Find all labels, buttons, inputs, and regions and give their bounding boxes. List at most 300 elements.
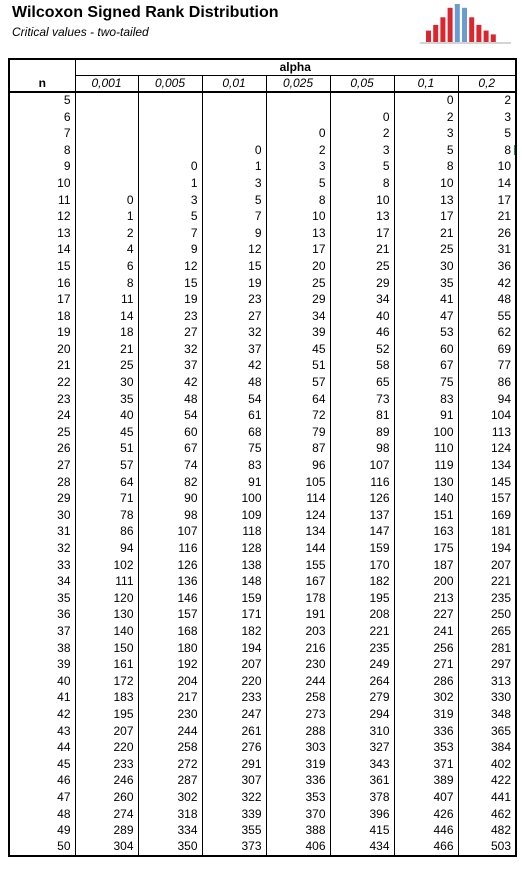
critical-value-cell	[330, 92, 394, 109]
critical-value-cell: 220	[75, 739, 138, 756]
critical-value-cell: 322	[202, 789, 266, 806]
critical-value-cell: 194	[202, 640, 266, 657]
table-row	[9, 374, 516, 391]
critical-value-cell: 482	[458, 822, 516, 839]
n-value-cell: 9	[9, 159, 75, 176]
critical-value-cell: 350	[138, 839, 202, 856]
n-value-cell: 31	[9, 524, 75, 541]
critical-value-cell: 169	[458, 507, 516, 524]
n-value-cell: 11	[9, 192, 75, 209]
critical-value-cell: 27	[202, 308, 266, 325]
alpha-column-header: 0,2	[458, 76, 516, 93]
critical-value-cell: 102	[75, 557, 138, 574]
critical-value-cell: 26	[458, 225, 516, 242]
critical-value-cell: 78	[75, 507, 138, 524]
critical-value-cell	[138, 109, 202, 126]
n-value-cell: 26	[9, 441, 75, 458]
critical-value-cell: 373	[202, 839, 266, 856]
critical-value-cell: 287	[138, 773, 202, 790]
critical-value-cell: 246	[75, 773, 138, 790]
critical-value-cell: 415	[330, 822, 394, 839]
critical-value-cell: 297	[458, 656, 516, 673]
critical-value-cell: 288	[266, 723, 330, 740]
critical-value-cell: 235	[330, 640, 394, 657]
table-row	[9, 640, 516, 657]
n-value-cell: 34	[9, 573, 75, 590]
critical-value-cell: 86	[458, 374, 516, 391]
critical-value-cell: 62	[458, 325, 516, 342]
critical-value-cell: 313	[458, 673, 516, 690]
critical-value-cell: 13	[394, 192, 458, 209]
critical-value-cell: 426	[394, 806, 458, 823]
critical-value-cell: 260	[75, 789, 138, 806]
table-row	[9, 391, 516, 408]
critical-value-cell: 220	[202, 673, 266, 690]
alpha-column-header: 0,001	[75, 76, 138, 93]
critical-value-cell: 35	[394, 275, 458, 292]
critical-value-cell: 5	[394, 142, 458, 159]
critical-value-cell: 4	[75, 242, 138, 259]
critical-value-cell: 25	[75, 358, 138, 375]
critical-value-cell: 23	[138, 308, 202, 325]
critical-value-cell: 462	[458, 806, 516, 823]
critical-value-cell: 14	[75, 308, 138, 325]
critical-value-cell: 137	[330, 507, 394, 524]
critical-value-cell: 25	[330, 258, 394, 275]
critical-value-cell: 244	[138, 723, 202, 740]
critical-value-cell: 61	[202, 407, 266, 424]
n-value-cell: 6	[9, 109, 75, 126]
critical-value-cell: 30	[75, 374, 138, 391]
table-row	[9, 590, 516, 607]
critical-value-cell: 57	[266, 374, 330, 391]
critical-value-cell: 31	[458, 242, 516, 259]
critical-value-cell: 52	[330, 341, 394, 358]
table-row	[9, 573, 516, 590]
critical-value-cell: 107	[138, 524, 202, 541]
logo-bar	[476, 25, 481, 42]
critical-value-cell: 389	[394, 773, 458, 790]
critical-value-cell: 327	[330, 739, 394, 756]
critical-value-cell: 32	[138, 341, 202, 358]
n-value-cell: 50	[9, 839, 75, 856]
critical-value-cell: 65	[330, 374, 394, 391]
logo-bar	[448, 8, 453, 42]
critical-value-cell: 83	[202, 457, 266, 474]
critical-value-cell: 195	[75, 706, 138, 723]
critical-value-cell: 227	[394, 607, 458, 624]
critical-value-cell: 140	[394, 490, 458, 507]
critical-value-cell	[138, 142, 202, 159]
critical-value-cell: 134	[266, 524, 330, 541]
critical-value-cell: 45	[75, 424, 138, 441]
critical-value-cell: 343	[330, 756, 394, 773]
page-title: Wilcoxon Signed Rank Distribution	[12, 4, 279, 21]
critical-value-cell: 25	[394, 242, 458, 259]
critical-value-cell: 272	[138, 756, 202, 773]
critical-value-cell: 256	[394, 640, 458, 657]
critical-value-cell: 221	[458, 573, 516, 590]
critical-value-cell: 230	[266, 656, 330, 673]
n-value-cell: 43	[9, 723, 75, 740]
critical-value-cell: 128	[202, 540, 266, 557]
alpha-group-header-row	[9, 59, 516, 76]
critical-value-cell: 407	[394, 789, 458, 806]
logo-bar	[491, 34, 496, 42]
critical-value-cell: 19	[138, 291, 202, 308]
critical-value-cell: 130	[75, 607, 138, 624]
critical-value-cell: 124	[458, 441, 516, 458]
n-value-cell: 47	[9, 789, 75, 806]
critical-value-cell: 182	[330, 573, 394, 590]
table-row	[9, 208, 516, 225]
critical-value-cell: 279	[330, 690, 394, 707]
critical-value-cell: 370	[266, 806, 330, 823]
critical-value-cell: 55	[458, 308, 516, 325]
critical-value-cell: 67	[394, 358, 458, 375]
critical-value-cell: 2	[458, 92, 516, 109]
critical-value-cell: 7	[138, 225, 202, 242]
logo-bar	[469, 17, 474, 42]
critical-value-cell: 371	[394, 756, 458, 773]
critical-value-cell: 51	[266, 358, 330, 375]
critical-value-cell	[75, 142, 138, 159]
critical-value-cell: 136	[138, 573, 202, 590]
critical-value-cell: 40	[75, 407, 138, 424]
critical-value-cell: 96	[266, 457, 330, 474]
critical-value-cell: 37	[138, 358, 202, 375]
n-value-cell: 36	[9, 607, 75, 624]
table-row	[9, 822, 516, 839]
critical-value-cell: 100	[394, 424, 458, 441]
alpha-column-header: 0,1	[394, 76, 458, 93]
critical-value-cell: 5	[330, 159, 394, 176]
critical-value-cell: 2	[330, 125, 394, 142]
table-row	[9, 424, 516, 441]
critical-value-cell: 200	[394, 573, 458, 590]
table-row	[9, 358, 516, 375]
critical-value-cell: 87	[266, 441, 330, 458]
table-row	[9, 407, 516, 424]
header-corner	[9, 59, 75, 76]
critical-value-cell: 60	[138, 424, 202, 441]
n-value-cell: 16	[9, 275, 75, 292]
critical-value-cell: 0	[138, 159, 202, 176]
table-row	[9, 159, 516, 176]
critical-value-cell: 144	[266, 540, 330, 557]
critical-value-cell: 441	[458, 789, 516, 806]
critical-value-cell: 1	[138, 175, 202, 192]
critical-value-cell: 17	[266, 242, 330, 259]
critical-value-cell: 19	[202, 275, 266, 292]
n-value-cell: 44	[9, 739, 75, 756]
critical-value-cell: 235	[458, 590, 516, 607]
n-value-cell: 24	[9, 407, 75, 424]
critical-value-cell: 155	[266, 557, 330, 574]
critical-value-cell: 178	[266, 590, 330, 607]
critical-value-cell: 130	[394, 474, 458, 491]
n-value-cell: 37	[9, 623, 75, 640]
critical-value-cell: 12	[138, 258, 202, 275]
distribution-logo-icon	[418, 2, 513, 46]
critical-value-cell: 100	[202, 490, 266, 507]
critical-value-cell: 42	[202, 358, 266, 375]
critical-value-cell: 208	[330, 607, 394, 624]
critical-value-cell: 82	[138, 474, 202, 491]
critical-value-cell: 46	[330, 325, 394, 342]
critical-value-cell: 183	[75, 690, 138, 707]
critical-value-cell: 147	[330, 524, 394, 541]
table-row	[9, 192, 516, 209]
critical-value-cell	[202, 92, 266, 109]
critical-value-cell	[138, 125, 202, 142]
critical-value-cell: 14	[458, 175, 516, 192]
table-row	[9, 789, 516, 806]
alpha-column-header: 0,05	[330, 76, 394, 93]
critical-value-cell: 355	[202, 822, 266, 839]
critical-value-cell: 13	[330, 208, 394, 225]
critical-value-cell: 74	[138, 457, 202, 474]
critical-value-cell: 11	[75, 291, 138, 308]
critical-value-cell: 53	[394, 325, 458, 342]
critical-value-cell: 6	[75, 258, 138, 275]
table-row	[9, 656, 516, 673]
table-row	[9, 175, 516, 192]
n-value-cell: 48	[9, 806, 75, 823]
critical-value-cell: 120	[75, 590, 138, 607]
critical-value-cell: 57	[75, 457, 138, 474]
table-row	[9, 524, 516, 541]
table-row	[9, 806, 516, 823]
n-value-cell: 30	[9, 507, 75, 524]
critical-value-cell: 384	[458, 739, 516, 756]
critical-value-cell: 32	[202, 325, 266, 342]
critical-value-cell: 3	[266, 159, 330, 176]
critical-value-cell: 111	[75, 573, 138, 590]
critical-value-cell: 388	[266, 822, 330, 839]
critical-value-cell: 8	[458, 142, 516, 159]
critical-value-cell: 27	[138, 325, 202, 342]
critical-value-cell: 21	[330, 242, 394, 259]
critical-value-cell: 289	[75, 822, 138, 839]
table-row	[9, 92, 516, 109]
alpha-column-header: 0,01	[202, 76, 266, 93]
table-row	[9, 225, 516, 242]
table-row	[9, 258, 516, 275]
table-row	[9, 773, 516, 790]
critical-value-cell: 10	[394, 175, 458, 192]
table-row	[9, 125, 516, 142]
n-value-cell: 38	[9, 640, 75, 657]
critical-value-cell: 42	[458, 275, 516, 292]
table-row	[9, 291, 516, 308]
critical-value-cell: 348	[458, 706, 516, 723]
critical-value-cell: 124	[266, 507, 330, 524]
critical-value-cell: 281	[458, 640, 516, 657]
critical-value-cell: 75	[202, 441, 266, 458]
critical-value-cell: 244	[266, 673, 330, 690]
table-row	[9, 706, 516, 723]
critical-value-cell: 159	[202, 590, 266, 607]
critical-value-cell: 194	[458, 540, 516, 557]
critical-value-cell: 276	[202, 739, 266, 756]
critical-value-cell: 41	[394, 291, 458, 308]
table-row	[9, 457, 516, 474]
table-row	[9, 607, 516, 624]
table-row	[9, 474, 516, 491]
critical-value-cell: 221	[330, 623, 394, 640]
table-row	[9, 341, 516, 358]
critical-value-cell: 204	[138, 673, 202, 690]
critical-value-cell: 17	[394, 208, 458, 225]
n-value-cell: 41	[9, 690, 75, 707]
critical-value-cell: 334	[138, 822, 202, 839]
critical-value-cell: 291	[202, 756, 266, 773]
critical-value-cell: 396	[330, 806, 394, 823]
table-row	[9, 441, 516, 458]
critical-value-cell: 5	[458, 125, 516, 142]
critical-value-cell: 29	[330, 275, 394, 292]
critical-value-cell: 105	[266, 474, 330, 491]
critical-value-cell: 192	[138, 656, 202, 673]
critical-value-cell: 310	[330, 723, 394, 740]
critical-value-cell: 110	[394, 441, 458, 458]
critical-value-cell: 140	[75, 623, 138, 640]
critical-value-cell: 241	[394, 623, 458, 640]
critical-value-cell: 434	[330, 839, 394, 856]
n-value-cell: 5	[9, 92, 75, 109]
n-value-cell: 17	[9, 291, 75, 308]
logo-bar	[462, 8, 467, 42]
logo-bar	[440, 17, 445, 42]
critical-value-cell: 304	[75, 839, 138, 856]
critical-value-cell: 8	[330, 175, 394, 192]
critical-value-cell: 330	[458, 690, 516, 707]
critical-value-cell: 35	[75, 391, 138, 408]
critical-value-cell: 150	[75, 640, 138, 657]
table-row	[9, 673, 516, 690]
critical-value-cell: 233	[202, 690, 266, 707]
critical-value-cell: 91	[394, 407, 458, 424]
critical-value-cell: 1	[75, 208, 138, 225]
table-row	[9, 109, 516, 126]
critical-value-cell: 145	[458, 474, 516, 491]
critical-value-cell: 10	[266, 208, 330, 225]
critical-value-cell: 107	[330, 457, 394, 474]
n-value-cell: 46	[9, 773, 75, 790]
critical-value-cell: 3	[458, 109, 516, 126]
table-row	[9, 739, 516, 756]
n-value-cell: 29	[9, 490, 75, 507]
column-header-row	[9, 76, 516, 93]
critical-value-cell: 353	[266, 789, 330, 806]
critical-value-cell: 116	[330, 474, 394, 491]
critical-value-cell: 336	[394, 723, 458, 740]
n-value-cell: 45	[9, 756, 75, 773]
critical-value-cell: 116	[138, 540, 202, 557]
critical-value-cell: 307	[202, 773, 266, 790]
critical-value-cell: 3	[138, 192, 202, 209]
critical-value-cell: 303	[266, 739, 330, 756]
table-row	[9, 507, 516, 524]
critical-value-cell: 29	[266, 291, 330, 308]
critical-value-cell: 274	[75, 806, 138, 823]
critical-value-cell: 81	[330, 407, 394, 424]
critical-value-cell: 2	[394, 109, 458, 126]
n-value-cell: 39	[9, 656, 75, 673]
critical-value-cell: 48	[138, 391, 202, 408]
critical-value-cell: 319	[394, 706, 458, 723]
critical-value-cell: 181	[458, 524, 516, 541]
critical-value-cell: 402	[458, 756, 516, 773]
logo-bar	[455, 4, 460, 42]
critical-value-cell: 446	[394, 822, 458, 839]
critical-value-cell: 114	[266, 490, 330, 507]
critical-value-cell	[266, 92, 330, 109]
table-row	[9, 275, 516, 292]
n-value-cell: 22	[9, 374, 75, 391]
critical-value-cell: 72	[266, 407, 330, 424]
critical-value-cell: 207	[458, 557, 516, 574]
critical-value-cell: 20	[266, 258, 330, 275]
critical-value-cell: 98	[330, 441, 394, 458]
critical-value-cell: 12	[202, 242, 266, 259]
table-row	[9, 723, 516, 740]
critical-value-cell: 466	[394, 839, 458, 856]
critical-value-cell: 258	[266, 690, 330, 707]
critical-value-cell: 233	[75, 756, 138, 773]
critical-value-cell: 15	[202, 258, 266, 275]
critical-value-cell: 134	[458, 457, 516, 474]
critical-value-cell: 118	[202, 524, 266, 541]
critical-value-cell: 167	[266, 573, 330, 590]
critical-value-cell	[202, 125, 266, 142]
critical-value-cell: 69	[458, 341, 516, 358]
alpha-group-header: alpha	[75, 59, 516, 76]
critical-value-cell: 15	[138, 275, 202, 292]
critical-value-cell: 365	[458, 723, 516, 740]
critical-value-cell: 258	[138, 739, 202, 756]
critical-value-cell: 0	[330, 109, 394, 126]
table-row	[9, 839, 516, 856]
n-value-cell: 15	[9, 258, 75, 275]
table-row	[9, 540, 516, 557]
n-value-cell: 19	[9, 325, 75, 342]
n-value-cell: 33	[9, 557, 75, 574]
critical-value-cell: 172	[75, 673, 138, 690]
critical-value-cell: 79	[266, 424, 330, 441]
critical-value-cell: 213	[394, 590, 458, 607]
critical-value-cell: 170	[330, 557, 394, 574]
critical-value-cell: 0	[266, 125, 330, 142]
table-row	[9, 623, 516, 640]
critical-value-cell: 378	[330, 789, 394, 806]
critical-value-cell: 406	[266, 839, 330, 856]
n-value-cell: 32	[9, 540, 75, 557]
n-value-cell: 25	[9, 424, 75, 441]
n-value-cell: 8	[9, 142, 75, 159]
critical-values-table	[8, 58, 517, 857]
logo-bar	[426, 31, 431, 42]
logo-bar	[484, 31, 489, 42]
critical-value-cell: 250	[458, 607, 516, 624]
critical-value-cell: 126	[138, 557, 202, 574]
critical-value-cell: 119	[394, 457, 458, 474]
table-row	[9, 308, 516, 325]
n-value-cell: 23	[9, 391, 75, 408]
critical-value-cell: 161	[75, 656, 138, 673]
n-value-cell: 49	[9, 822, 75, 839]
